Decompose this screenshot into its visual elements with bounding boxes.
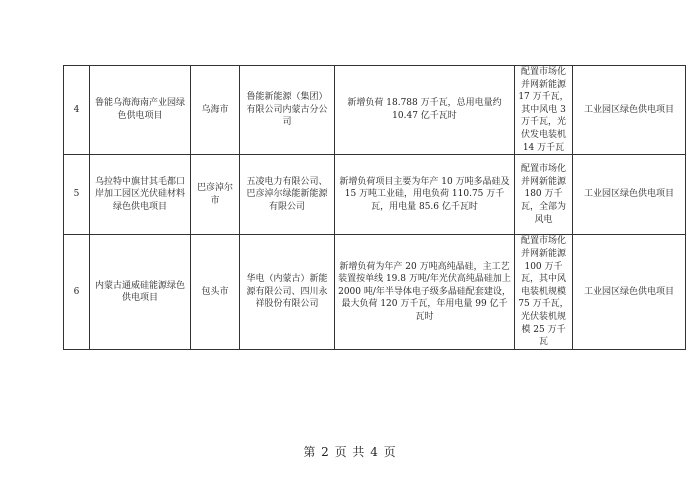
- row-number: 6: [64, 235, 90, 350]
- project-capacity: 配置市场化并网新能源 17 万千瓦，其中风电 3 万千瓦，光伏发电装机 14 万千瓦: [515, 66, 573, 155]
- project-name: 乌拉特中旗甘其毛都口岸加工园区光伏硅材料绿色供电项目: [90, 155, 191, 235]
- table-row: [64, 66, 686, 155]
- project-company: 鲁能新能源（集团）有限公司内蒙古分公司: [240, 66, 335, 155]
- project-load: 新增负荷为年产 20 万吨高纯晶硅，主工艺装置按单线 19.8 万吨/年光伏高纯晶硅加上 2000 吨/年半导体电子级多晶硅配套建设，最大负荷 120 万千瓦，年用电量 99 亿千瓦时: [335, 235, 515, 350]
- project-city: 巴彦淖尔市: [191, 155, 240, 235]
- row-number: 4: [64, 66, 90, 155]
- project-name: 鲁能乌海海南产业园绿色供电项目: [90, 66, 191, 155]
- project-type: 工业园区绿色供电项目: [573, 155, 686, 235]
- project-capacity: 配置市场化并网新能源 180 万千瓦，全部为风电: [515, 155, 573, 235]
- table-row: [64, 235, 686, 350]
- table-row: [64, 155, 686, 235]
- project-capacity: 配置市场化并网新能源 100 万千瓦，其中风电装机规模 75 万千瓦，光伏装机规模 25 万千瓦: [515, 235, 573, 350]
- project-company: 五凌电力有限公司、巴彦淖尔绿能新能源有限公司: [240, 155, 335, 235]
- project-company: 华电（内蒙古）新能源有限公司、四川永祥股份有限公司: [240, 235, 335, 350]
- page-number: 第 2 页 共 4 页: [303, 445, 397, 459]
- project-type: 工业园区绿色供电项目: [573, 235, 686, 350]
- projects-table: [63, 65, 686, 350]
- project-load: 新增负荷 18.788 万千瓦，总用电量约 10.47 亿千瓦时: [335, 66, 515, 155]
- project-load: 新增负荷项目主要为年产 10 万吨多晶硅及 15 万吨工业硅，用电负荷 110.75 万千瓦，用电量 85.6 亿千瓦时: [335, 155, 515, 235]
- row-number: 5: [64, 155, 90, 235]
- project-name: 内蒙古通威硅能源绿色供电项目: [90, 235, 191, 350]
- project-city: 包头市: [191, 235, 240, 350]
- project-type: 工业园区绿色供电项目: [573, 66, 686, 155]
- project-city: 乌海市: [191, 66, 240, 155]
